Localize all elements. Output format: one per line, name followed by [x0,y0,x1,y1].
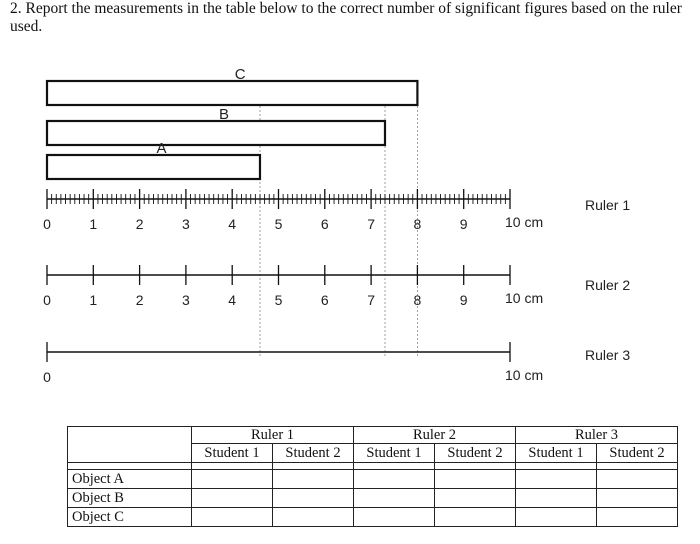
header-student: Student 2 [597,444,678,463]
tick-label: 2 [135,216,144,232]
answer-cell[interactable] [354,470,435,489]
object-label-a: A [156,140,167,157]
header-student: Student 1 [354,444,435,463]
answer-cell[interactable] [516,470,597,489]
row-label: Object C [68,508,192,527]
tick-label: 0 [43,369,51,385]
header-student: Student 2 [273,444,354,463]
answer-cell[interactable] [435,489,516,508]
header-student: Student 2 [435,444,516,463]
table-row [68,508,678,527]
unit-label: 10 cm [505,290,544,306]
ruler-1 [43,189,543,232]
object-label-b: B [218,106,230,123]
ruler-1-label: Ruler 1 [585,197,631,213]
tick-label: 3 [182,292,190,308]
row-label: Object B [68,489,192,508]
table-row [68,489,678,508]
tick-label: 9 [459,216,468,232]
tick-label: 8 [413,292,422,308]
answer-cell[interactable] [435,470,516,489]
table-corner [68,427,192,444]
tick-label: 7 [367,216,375,232]
ruler-2-label: Ruler 2 [585,277,631,293]
header-student: Student 1 [192,444,273,463]
header-ruler-1: Ruler 1 [192,427,354,444]
tick-label: 1 [89,216,98,232]
answer-cell[interactable] [516,508,597,527]
tick-label: 9 [459,292,468,308]
tick-label: 4 [228,216,237,232]
tick-label: 0 [43,216,51,232]
ruler-2 [43,265,543,308]
tick-label: 2 [135,292,144,308]
object-bars [47,66,417,179]
answer-cell[interactable] [273,489,354,508]
answer-cell[interactable] [597,489,678,508]
table-row [68,470,678,489]
measurement-table [67,426,678,527]
tick-label: 6 [320,292,329,308]
tick-label: 4 [228,292,237,308]
header-ruler-2: Ruler 2 [354,427,516,444]
object-label-c: C [234,66,246,83]
table-corner-2 [68,444,192,463]
tick-label: 6 [320,216,329,232]
answer-cell[interactable] [516,489,597,508]
tick-label: 0 [43,292,51,308]
answer-cell[interactable] [597,508,678,527]
tick-label: 7 [367,292,375,308]
unit-label: 10 cm [505,367,544,383]
object-bar-c [47,81,417,105]
question-text: 2. Report the measurements in the table below to the correct number of significant figures based on the ruler used. [10,0,682,35]
answer-cell[interactable] [273,508,354,527]
tick-label: 1 [89,292,98,308]
tick-label: 8 [413,216,422,232]
answer-cell[interactable] [354,508,435,527]
tick-label: 3 [182,216,190,232]
answer-cell[interactable] [435,508,516,527]
answer-cell[interactable] [192,489,273,508]
ruler-3-label: Ruler 3 [585,347,631,363]
table-spacer-row [68,463,678,470]
row-label: Object A [68,470,192,489]
answer-cell[interactable] [192,508,273,527]
answer-cell[interactable] [354,489,435,508]
unit-label: 10 cm [505,214,544,230]
answer-cell[interactable] [597,470,678,489]
header-student: Student 1 [516,444,597,463]
tick-label: 5 [274,216,283,232]
answer-cell[interactable] [273,470,354,489]
tick-label: 5 [274,292,283,308]
answer-cell[interactable] [192,470,273,489]
object-bar-a [47,155,260,179]
header-ruler-3: Ruler 3 [516,427,678,444]
ruler-3 [43,342,543,385]
object-bar-b [47,121,385,145]
